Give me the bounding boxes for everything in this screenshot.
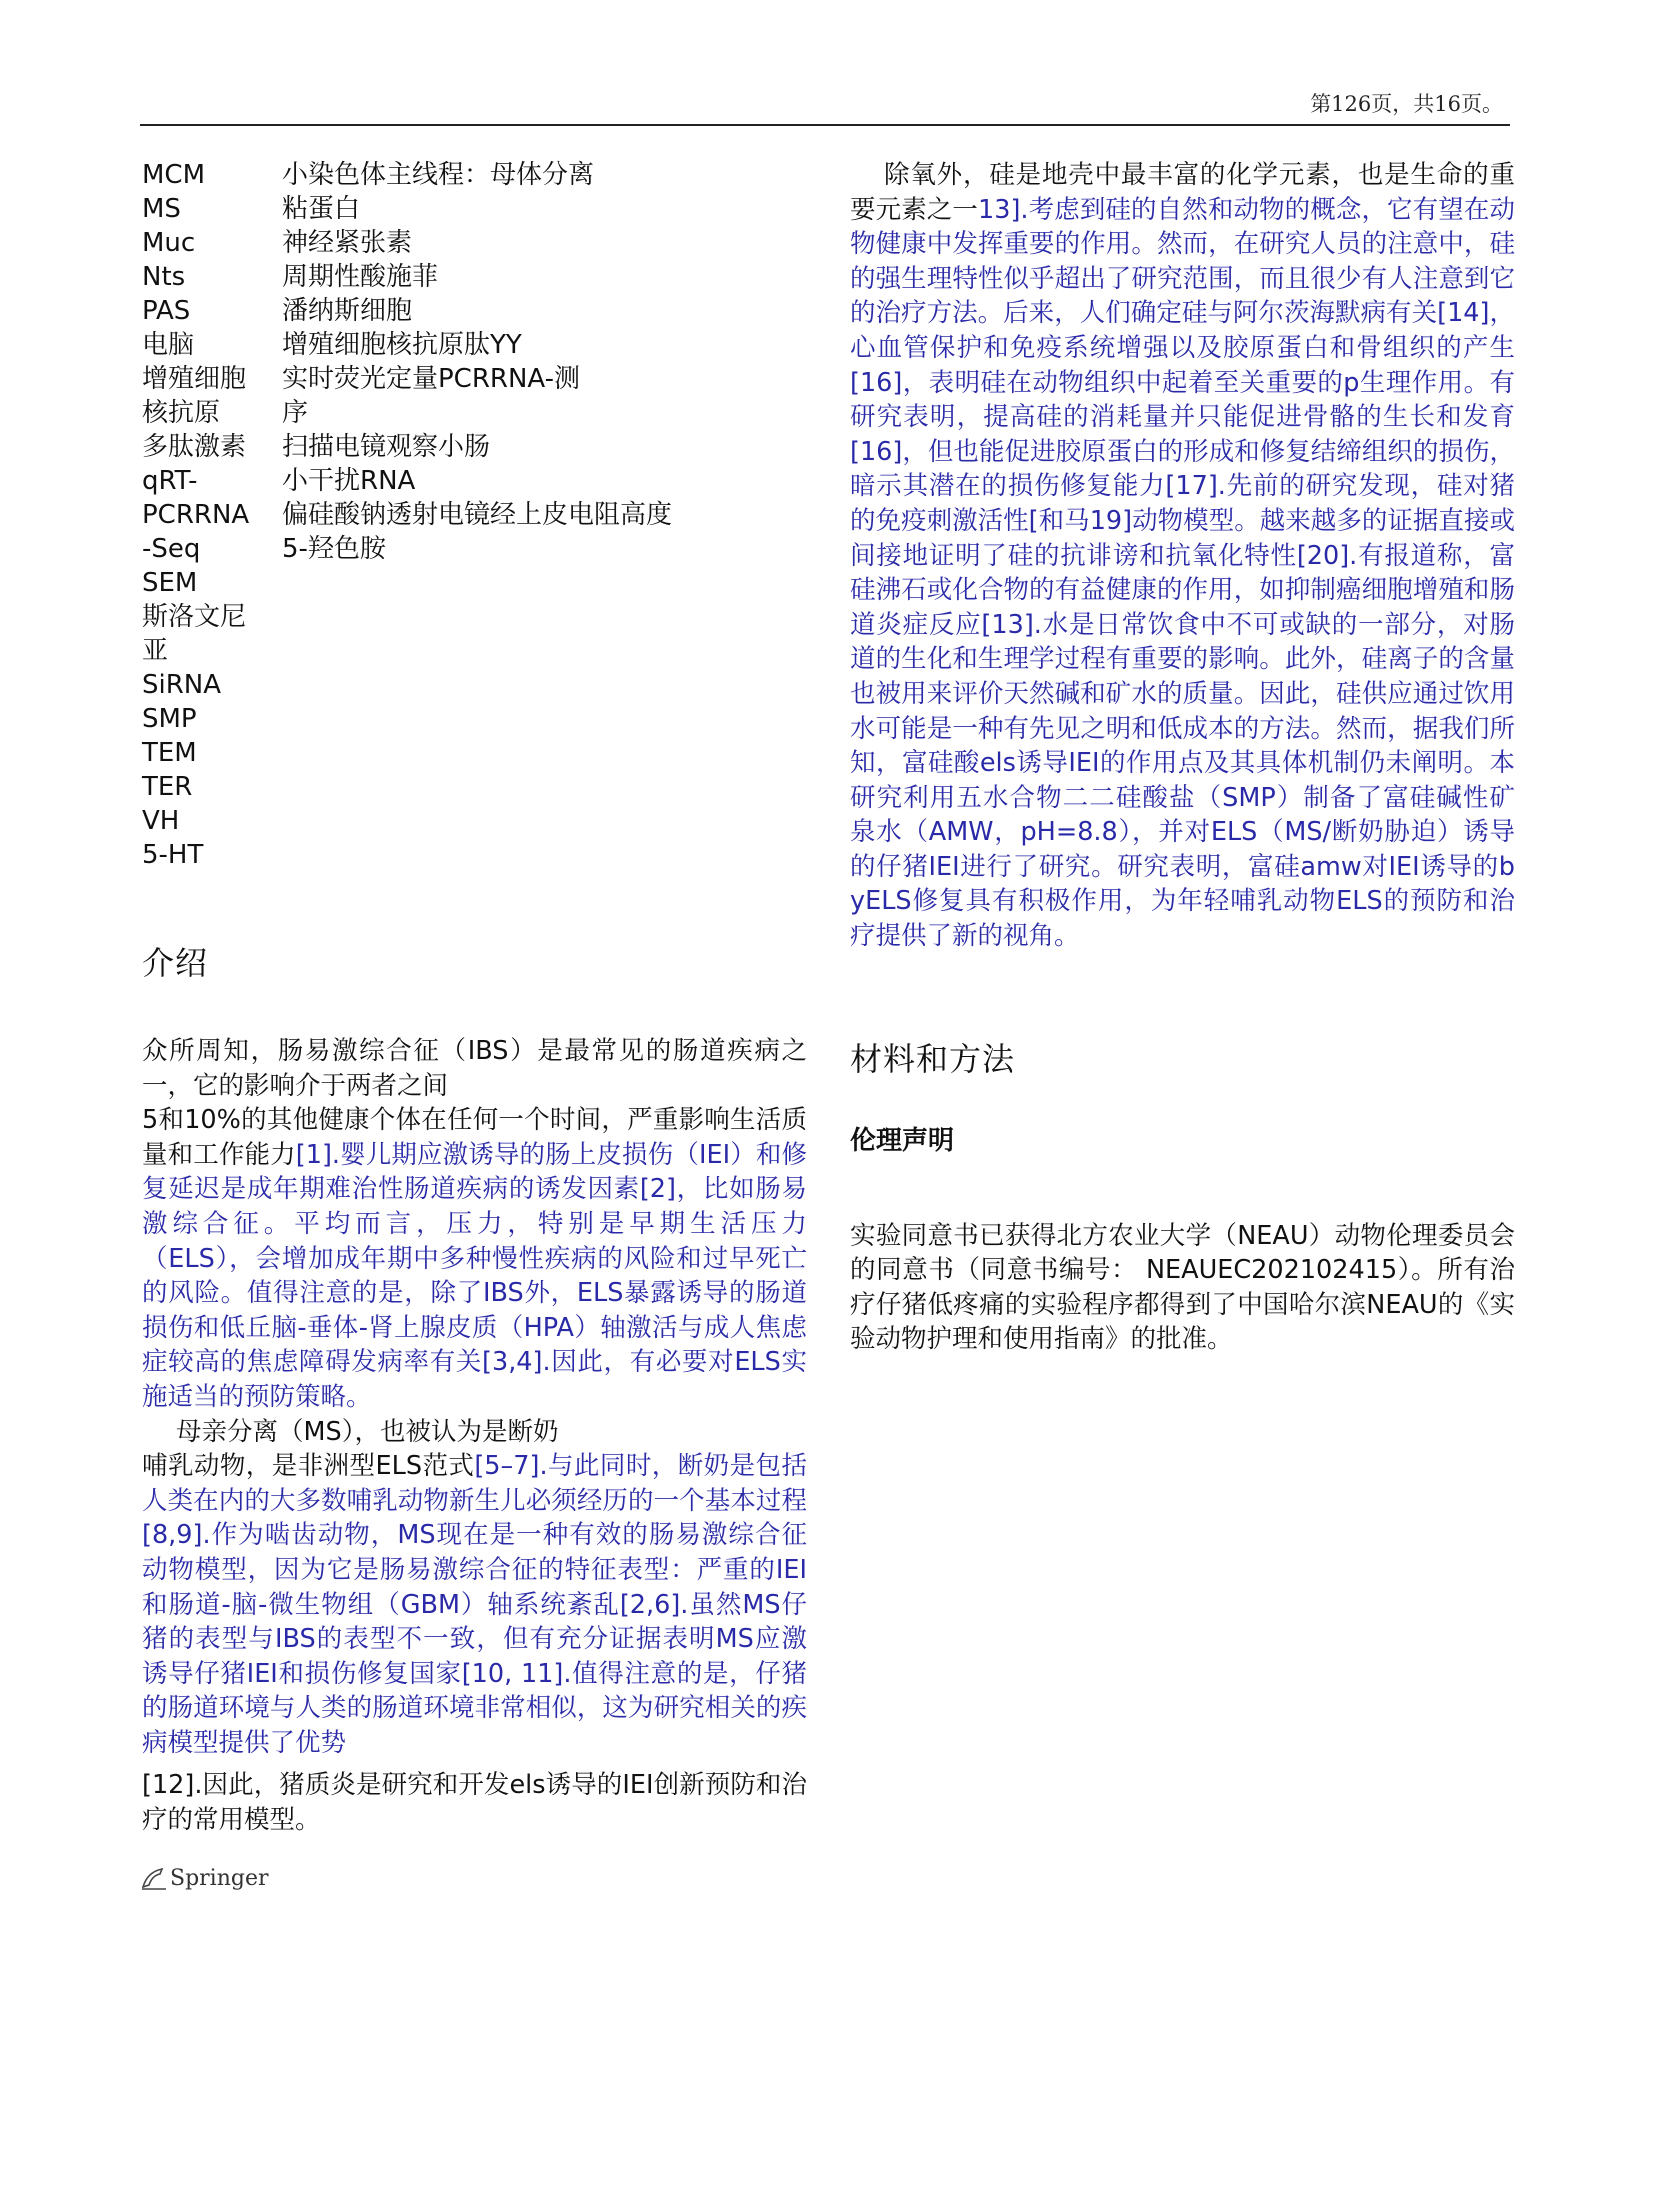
- abbreviation-term: PCRRNA: [142, 500, 250, 530]
- intro-paragraph-3: [12].因此，猪质炎是研究和开发els诱导的IEI创新预防和治疗的常用模型。: [142, 1770, 807, 1836]
- methods-heading: 材料和方法: [850, 1039, 1016, 1078]
- abbreviation-term: Nts: [142, 262, 186, 292]
- abbreviation-terms: [142, 158, 282, 872]
- abbreviation-term: 核抗原: [142, 398, 221, 428]
- abbreviation-definition: 增殖细胞核抗原肽YY: [282, 330, 522, 360]
- abbreviation-term: -Seq: [142, 534, 201, 564]
- abbreviation-term: TER: [142, 772, 193, 802]
- abbreviation-definitions: [282, 158, 807, 872]
- intro-paragraph-1a: 众所周知，肠易激综合征（IBS）是最常见的肠道疾病之一，它的影响介于两者之间: [142, 1036, 807, 1101]
- abbreviation-term: PAS: [142, 296, 191, 326]
- springer-logo: [140, 1865, 269, 1891]
- silicon-paragraph-text: 除氧外，硅是地壳中最丰富的化学元素，也是生命的重要元素之一: [850, 160, 1515, 225]
- intro-paragraph-2b-linked: [5–7].与此同时，断奶是包括人类在内的大多数哺乳动物新生儿必须经历的一个基本过程[8,9].作为啮齿动物，MS现在是一种有效的肠易激综合征动物模型，因为它是肠易激综合征的特征表型：严重的IEI和肠道-脑-微生物组（GBM）轴系统紊乱[2,6].虽然MS仔猪的表型与IBS的表型不一致，但有充分证据表明MS应激诱导仔猪IEI和损伤修复国家[10, 11].值得注意的是，仔猪的肠道环境与人类的肠道环境非常相似，这为研究相关的疾病模型提供了优势: [142, 1451, 807, 1758]
- abbreviation-definition: 潘纳斯细胞: [282, 296, 413, 326]
- intro-paragraph-1b: [142, 1103, 807, 1414]
- intro-paragraph-2b: [142, 1449, 807, 1760]
- page-number-label: 第126页，共16页。: [1310, 92, 1503, 116]
- abbreviation-definition: 小染色体主线程：母体分离: [282, 160, 595, 190]
- springer-logo-text: Springer: [170, 1865, 269, 1891]
- header-rule: [140, 124, 1510, 126]
- abbreviation-term: 5-HT: [142, 840, 204, 870]
- abbreviation-term: TEM: [142, 738, 197, 768]
- abbreviation-term: MCM: [142, 160, 206, 190]
- intro-paragraph-1b-linked: [1].婴儿期应激诱导的肠上皮损伤（IEI）和修复延迟是成年期难治性肠道疾病的诱发因素[2]，比如肠易激综合征。平均而言，压力，特别是早期生活压力（ELS），会增加成年期中多种慢性疾病的风险和过早死亡的风险。值得注意的是，除了IBS外，ELS暴露诱导的肠道损伤和低丘脑-垂体-肾上腺皮质（HPA）轴激活与成人焦虑症较高的焦虑障碍发病率有关[3,4].因此，有必要对ELS实施适当的预防策略。: [142, 1139, 807, 1412]
- abbreviation-definition: 小干扰RNA: [282, 466, 416, 496]
- abbreviation-table: [142, 158, 807, 872]
- abbreviation-term: MS: [142, 194, 181, 224]
- abbreviation-term: SMP: [142, 704, 197, 734]
- abbreviation-definition: 5-羟色胺: [282, 534, 386, 564]
- abbreviation-term: SEM: [142, 568, 198, 598]
- springer-horse-icon: [140, 1865, 168, 1891]
- intro-heading: 介绍: [142, 944, 209, 982]
- ethics-paragraph: 实验同意书已获得北方农业大学（NEAU）动物伦理委员会的同意书（同意书编号： NEAUEC202102415）。所有治疗仔猪低疼痛的实验程序都得到了中国哈尔滨NEAU的《实验动物护理和使用指南》的批准。: [850, 1220, 1515, 1355]
- abbreviation-definition: 神经紧张素: [282, 228, 413, 258]
- abbreviation-term: 多肽激素: [142, 432, 247, 462]
- intro-paragraph-1b-text: 5和10%的其他健康个体在任何一个时间，严重影响生活质量和工作能力: [142, 1105, 807, 1170]
- intro-paragraph-2b-text: 哺乳动物，是非洲型ELS范式: [142, 1451, 475, 1482]
- abbreviation-term: 亚: [142, 636, 169, 666]
- abbreviation-term: Muc: [142, 228, 196, 258]
- abbreviation-term: 电脑: [142, 330, 195, 360]
- abbreviation-definition: 扫描电镜观察小肠: [282, 432, 491, 462]
- abbreviation-definition: 实时荧光定量PCRRNA-测: [282, 364, 581, 394]
- ethics-heading: 伦理声明: [850, 1125, 955, 1156]
- silicon-paragraph: [850, 158, 1515, 954]
- left-column: [142, 158, 807, 1838]
- abbreviation-term: VH: [142, 806, 180, 836]
- abbreviation-term: SiRNA: [142, 670, 222, 700]
- silicon-paragraph-linked: 13].考虑到硅的自然和动物的概念，它有望在动物健康中发挥重要的作用。然而，在研究人员的注意中，硅的强生理特性似乎超出了研究范围，而且很少有人注意到它的治疗方法。后来，人们确定硅与阿尔茨海默病有关[14]，心血管保护和免疫系统增强以及胶原蛋白和骨组织的产生[16]，表明硅在动物组织中起着至关重要的p生理作用。有研究表明，提高硅的消耗量并只能促进骨骼的生长和发育[16]，但也能促进胶原蛋白的形成和修复结缔组织的损伤，暗示其潜在的损伤修复能力[17].先前的研究发现，硅对猪的免疫刺激活性[和马19]动物模型。越来越多的证据直接或间接地证明了硅的抗诽谤和抗氧化特性[20].有报道称，富硅沸石或化合物的有益健康的作用，如抑制癌细胞增殖和肠道炎症反应[13].水是日常饮食中不可或缺的一部分，对肠道的生化和生理学过程有重要的影响。此外，硅离子的含量也被用来评价天然碱和矿水的质量。因此，硅供应通过饮用水可能是一种有先见之明和低成本的方法。然而，据我们所知，富硅酸els诱导IEI的作用点及其具体机制仍未阐明。本研究利用五水合物二二硅酸盐（SMP）制备了富硅碱性矿泉水（AMW，pH=8.8），并对ELS（MS/断奶胁迫）诱导的仔猪IEI进行了研究。研究表明，富硅amw对IEI诱导的b yELS修复具有积极作用，为年轻哺乳动物ELS的预防和治疗提供了新的视角。: [850, 194, 1515, 952]
- abbreviation-definition: 序: [282, 398, 309, 428]
- abbreviation-term: 斯洛文尼: [142, 602, 247, 632]
- abbreviation-definition: 偏硅酸钠透射电镜经上皮电阻高度: [282, 500, 673, 530]
- intro-paragraph-2a: 母亲分离（MS），也被认为是断奶: [176, 1416, 559, 1447]
- abbreviation-term: qRT-: [142, 466, 198, 496]
- abbreviation-definition: 周期性酸施菲: [282, 262, 439, 292]
- right-column: [850, 158, 1515, 1357]
- abbreviation-definition: 粘蛋白: [282, 194, 361, 224]
- abbreviation-term: 增殖细胞: [142, 364, 247, 394]
